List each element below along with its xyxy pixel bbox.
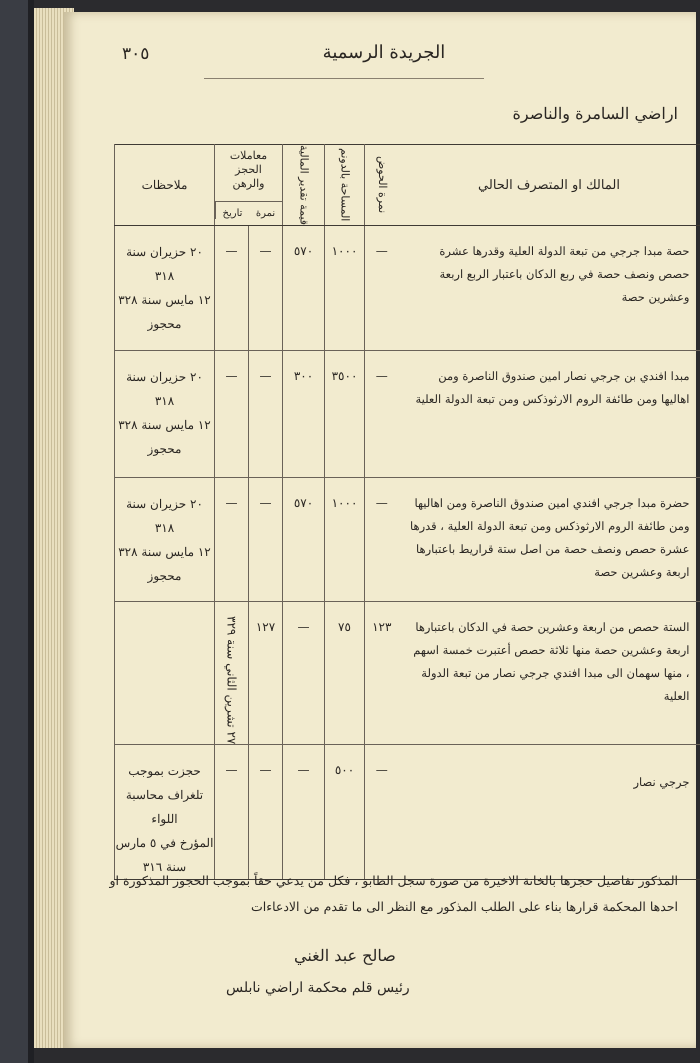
header-notes: ملاحظات	[115, 145, 215, 226]
signature-title: رئيس قلم محكمة اراضي نابلس	[226, 980, 410, 996]
row-plot: —	[365, 226, 399, 351]
note-line: ٢٠ حزيران سنة ٣١٨	[126, 245, 203, 284]
seizure-date-vertical: ٢٧ تشرين الثاني سنة ٣٢٩	[224, 616, 239, 745]
header-area	[325, 145, 365, 226]
row-value: —	[283, 745, 325, 880]
row-notes	[115, 602, 215, 745]
header-seizure-title: معاملات الحجز والرهن	[229, 149, 268, 190]
row-area: ١٠٠٠	[325, 478, 365, 602]
note-line: ٢٠ حزيران سنة ٣١٨	[126, 370, 203, 409]
row-seizure-date	[215, 602, 249, 745]
row-plot: —	[365, 351, 399, 478]
header-owner: المالك او المتصرف الحالي	[399, 145, 700, 226]
row-notes	[115, 478, 215, 602]
row-owner: حضرة مبدا جرجي افندي امين صندوق الناصرة ومن اهاليها ومن طائفة الروم الارثوذكس ومن تبعة الدولة العلية ، قدرها عشرة حصص ونصف حصة من اصل ستة قراريط باعتبارها اربعة وعشرين حصة	[399, 478, 700, 602]
table-row	[115, 602, 700, 745]
row-area: ٣٥٠٠	[325, 351, 365, 478]
header-seizure-no: نمرة	[255, 208, 276, 219]
land-register-table	[114, 144, 700, 880]
row-owner: مبدا افندي بن جرجي نصار امين صندوق الناصرة ومن اهاليها ومن طائفة الروم الارثوذكس ومن تبعة الدولة العلية	[399, 351, 700, 478]
row-notes	[115, 745, 215, 880]
row-area: ٥٠٠	[325, 745, 365, 880]
row-seizure-date: —	[215, 478, 249, 602]
row-area: ١٠٠٠	[325, 226, 365, 351]
row-area: ٧٥	[325, 602, 365, 745]
row-seizure-date: —	[215, 745, 249, 880]
note-line: ١٢ مايس سنة ٣٢٨	[118, 545, 211, 560]
note-line: ٢٠ حزيران سنة ٣١٨	[126, 497, 203, 536]
row-plot: —	[365, 745, 399, 880]
row-seizure-no: —	[249, 351, 283, 478]
note-line: تلغراف محاسبة اللواء	[125, 788, 204, 827]
row-value: ٥٧٠	[283, 478, 325, 602]
note-line: ١٢ مايس سنة ٣٢٨	[118, 418, 211, 433]
header-seizure-group	[215, 145, 283, 226]
section-title: اراضي السامرة والناصرة	[512, 104, 678, 123]
note-line: محجوز	[147, 317, 182, 332]
signature-name: صالح عبد الغني	[294, 946, 396, 965]
header-plot-text: نمرة الحوض	[375, 156, 389, 214]
document-page	[64, 12, 696, 1048]
header-rule	[204, 78, 484, 79]
row-owner: حصة مبدا جرجي من تبعة الدولة العلية وقدرها عشرة حصص ونصف حصة في ربع الدكان باعتبار الربع اربعة وعشرين حصة	[399, 226, 700, 351]
note-line: محجوز	[147, 442, 182, 457]
table-row	[115, 478, 700, 602]
row-notes	[115, 226, 215, 351]
journal-title: الجريدة الرسمية	[322, 42, 446, 63]
row-seizure-no: —	[249, 478, 283, 602]
note-line: سنة ٣١٦	[142, 860, 187, 875]
row-plot: ١٢٣	[365, 602, 399, 745]
header-area-text: المساحة بالدونم	[338, 148, 352, 222]
row-owner: جرجي نصار	[399, 745, 700, 880]
table-row	[115, 351, 700, 478]
header-seizure-date: تاريخ	[215, 202, 249, 219]
row-notes	[115, 351, 215, 478]
note-line: ١٢ مايس سنة ٣٢٨	[118, 293, 211, 308]
note-line: حجزت بموجب	[128, 764, 201, 779]
row-seizure-date: —	[215, 226, 249, 351]
note-line: محجوز	[147, 569, 182, 584]
row-owner: الستة حصص من اربعة وعشرين حصة في الدكان باعتبارها اربعة وعشرين حصة منها ثلاثة حصص أعتبرت خمسة اسهم ، منها سهمان الى مبدا افندي جرجي نصار من تبعة الدولة العلية	[399, 602, 700, 745]
table-header-row	[115, 145, 700, 226]
row-value: ٣٠٠	[283, 351, 325, 478]
table-row	[115, 226, 700, 351]
note-line: المؤرخ في ٥ مارس	[115, 836, 214, 851]
row-plot: —	[365, 478, 399, 602]
book-cover	[0, 0, 34, 1063]
row-seizure-no: —	[249, 226, 283, 351]
table-row	[115, 745, 700, 880]
row-seizure-date: —	[215, 351, 249, 478]
page-number: ٣٠٥	[122, 44, 150, 64]
row-seizure-no: ١٢٧	[249, 602, 283, 745]
row-seizure-no: —	[249, 745, 283, 880]
header-plot	[365, 145, 399, 226]
row-value: ٥٧٠	[283, 226, 325, 351]
header-value	[283, 145, 325, 226]
header-value-text: قيمة تقدير المالية	[297, 145, 311, 226]
row-value: —	[283, 602, 325, 745]
footer-paragraph: المذكور تفاصيل حجزها بالخانة الاخيرة من صورة سجل الطابو ، فكل من يدعي حقاً بموجب الحجوز المذكورة او احدها المحكمة قرارها بناء على الطلب المذكور مع النظر الى ما تقدم من الادعاءات	[109, 873, 678, 914]
